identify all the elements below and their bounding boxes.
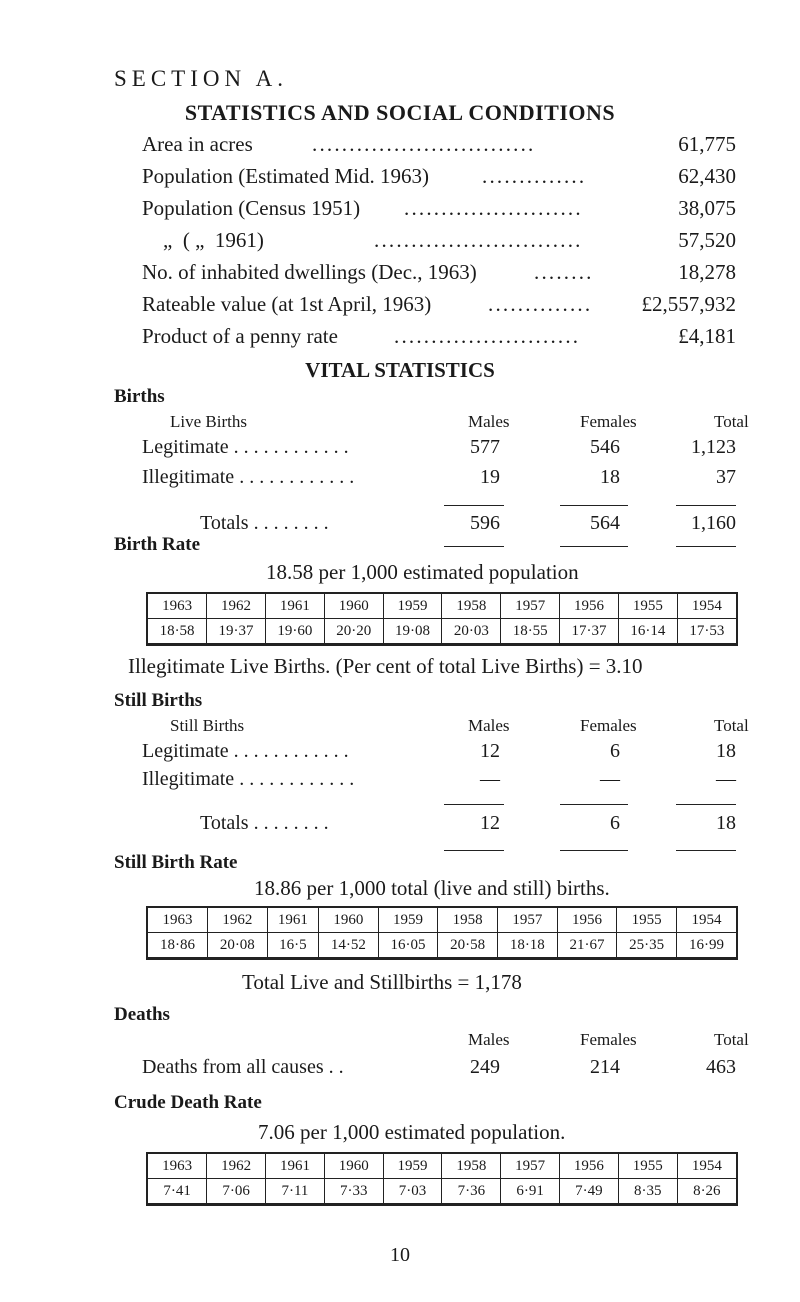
death-rate-year: 1959 bbox=[383, 1153, 442, 1179]
still-births-heading: Still Births bbox=[114, 690, 203, 711]
death-rate-table bbox=[146, 1152, 738, 1206]
still-females-col-header: Females bbox=[580, 716, 637, 735]
still-rate-year: 1954 bbox=[676, 907, 737, 933]
crude-death-rate-text: 7.06 per 1,000 estimated population. bbox=[258, 1120, 566, 1144]
death-rate-value: 7·41 bbox=[147, 1179, 207, 1205]
section-heading: SECTION A. bbox=[114, 66, 288, 91]
birth-rate-value: 19·37 bbox=[207, 619, 266, 645]
still-rate-year: 1955 bbox=[617, 907, 677, 933]
still-rate-value: 14·52 bbox=[319, 933, 379, 959]
still-rate-year: 1960 bbox=[319, 907, 379, 933]
deaths-females: 214 bbox=[590, 1056, 620, 1078]
still-births-col-label: Still Births bbox=[170, 716, 245, 735]
deaths-total: 463 bbox=[706, 1056, 736, 1078]
stat-row-census-1951: Population (Census 1951) ........................ 38,075 bbox=[142, 196, 736, 220]
death-rate-year: 1961 bbox=[266, 1153, 325, 1179]
still-rate-year: 1961 bbox=[267, 907, 318, 933]
death-rate-year: 1958 bbox=[442, 1153, 501, 1179]
death-rate-value: 7·33 bbox=[324, 1179, 383, 1205]
deaths-females-col-header: Females bbox=[580, 1030, 637, 1049]
birth-rate-year: 1962 bbox=[207, 593, 266, 619]
birth-rate-value: 19·08 bbox=[383, 619, 442, 645]
births-illegitimate-label: Illegitimate . . . . . . . . . . . . bbox=[142, 466, 355, 488]
births-totals-label: Totals . . . . . . . . bbox=[200, 512, 329, 534]
still-illegit-total: — bbox=[716, 768, 736, 790]
birth-rate-year: 1958 bbox=[442, 593, 501, 619]
death-rate-year: 1963 bbox=[147, 1153, 207, 1179]
still-rate-year: 1959 bbox=[378, 907, 438, 933]
death-rate-value: 7·11 bbox=[266, 1179, 325, 1205]
births-total-females: 564 bbox=[590, 512, 620, 534]
death-rate-year: 1960 bbox=[324, 1153, 383, 1179]
death-rate-value: 7·06 bbox=[207, 1179, 266, 1205]
still-total-males: 12 bbox=[480, 812, 500, 834]
birth-rate-value: 17·53 bbox=[677, 619, 737, 645]
birth-rate-value: 18·55 bbox=[501, 619, 560, 645]
still-birth-rate-heading: Still Birth Rate bbox=[114, 852, 238, 873]
vital-statistics-title: VITAL STATISTICS bbox=[305, 358, 495, 382]
still-legitimate-label: Legitimate . . . . . . . . . . . . bbox=[142, 740, 349, 762]
birth-rate-year: 1959 bbox=[383, 593, 442, 619]
still-legit-males: 12 bbox=[480, 740, 500, 762]
birth-rate-year: 1956 bbox=[560, 593, 619, 619]
still-legit-total: 18 bbox=[716, 740, 736, 762]
death-rate-value: 7·49 bbox=[560, 1179, 619, 1205]
birth-rate-year: 1957 bbox=[501, 593, 560, 619]
still-rate-value: 16·05 bbox=[378, 933, 438, 959]
still-males-col-header: Males bbox=[468, 716, 510, 735]
page-number: 10 bbox=[390, 1244, 410, 1266]
death-rate-year: 1954 bbox=[677, 1153, 737, 1179]
death-rate-value: 6·91 bbox=[501, 1179, 560, 1205]
death-rate-year: 1956 bbox=[560, 1153, 619, 1179]
still-birth-rate-table bbox=[146, 906, 738, 960]
birth-rate-table bbox=[146, 592, 738, 646]
males-col-header: Males bbox=[468, 412, 510, 431]
birth-rate-value: 17·37 bbox=[560, 619, 619, 645]
still-rate-value: 21·67 bbox=[557, 933, 617, 959]
stat-row-rateable-value: Rateable value (at 1st April, 1963) .............. £2,557,932 bbox=[142, 292, 736, 316]
birth-rate-year: 1961 bbox=[265, 593, 324, 619]
birth-rate-heading: Birth Rate bbox=[114, 534, 201, 555]
still-illegit-females: — bbox=[600, 768, 620, 790]
still-totals-label: Totals . . . . . . . . bbox=[200, 812, 329, 834]
stat-row-census-1961: „ ( „ 1961) ............................ 57,520 bbox=[142, 228, 736, 252]
still-rate-year: 1958 bbox=[438, 907, 498, 933]
still-rate-value: 18·18 bbox=[497, 933, 557, 959]
main-title: STATISTICS AND SOCIAL CONDITIONS bbox=[184, 100, 616, 125]
still-rate-year: 1963 bbox=[147, 907, 207, 933]
deaths-males: 249 bbox=[470, 1056, 500, 1078]
still-illegit-males: — bbox=[480, 768, 500, 790]
births-heading: Births bbox=[114, 386, 165, 407]
stat-row-penny-rate: Product of a penny rate ......................... £4,181 bbox=[142, 324, 736, 348]
still-rate-value: 20·08 bbox=[207, 933, 267, 959]
still-rate-value: 16·5 bbox=[267, 933, 318, 959]
death-rate-value: 8·35 bbox=[618, 1179, 677, 1205]
birth-rate-value: 20·03 bbox=[442, 619, 501, 645]
still-total-females: 6 bbox=[610, 812, 620, 834]
births-illegit-total: 37 bbox=[716, 466, 736, 488]
live-births-col-label: Live Births bbox=[170, 412, 247, 431]
birth-rate-value: 16·14 bbox=[618, 619, 677, 645]
still-legit-females: 6 bbox=[610, 740, 620, 762]
crude-death-rate-heading: Crude Death Rate bbox=[114, 1092, 262, 1113]
births-illegit-females: 18 bbox=[600, 466, 620, 488]
stat-row-dwellings: No. of inhabited dwellings (Dec., 1963) ........ 18,278 bbox=[142, 260, 736, 284]
births-illegit-males: 19 bbox=[480, 466, 500, 488]
deaths-males-col-header: Males bbox=[468, 1030, 510, 1049]
death-rate-value: 8·26 bbox=[677, 1179, 737, 1205]
total-live-stillbirths-text: Total Live and Stillbirths = 1,178 bbox=[242, 970, 522, 994]
death-rate-year: 1957 bbox=[501, 1153, 560, 1179]
birth-rate-value: 18·58 bbox=[147, 619, 207, 645]
still-rate-year: 1956 bbox=[557, 907, 617, 933]
females-col-header: Females bbox=[580, 412, 637, 431]
births-total-males: 596 bbox=[470, 512, 500, 534]
births-legit-males: 577 bbox=[470, 436, 500, 458]
still-rate-value: 25·35 bbox=[617, 933, 677, 959]
deaths-all-causes-label: Deaths from all causes . . bbox=[142, 1056, 344, 1078]
birth-rate-value: 20·20 bbox=[324, 619, 383, 645]
deaths-heading: Deaths bbox=[114, 1004, 170, 1025]
still-birth-rate-text: 18.86 per 1,000 total (live and still) births. bbox=[254, 876, 610, 900]
birth-rate-text: 18.58 per 1,000 estimated population bbox=[266, 560, 579, 584]
birth-rate-year: 1963 bbox=[147, 593, 207, 619]
death-rate-value: 7·36 bbox=[442, 1179, 501, 1205]
birth-rate-year: 1954 bbox=[677, 593, 737, 619]
still-illegitimate-label: Illegitimate . . . . . . . . . . . . bbox=[142, 768, 355, 790]
births-legit-females: 546 bbox=[590, 436, 620, 458]
still-rate-year: 1962 bbox=[207, 907, 267, 933]
births-total-total: 1,160 bbox=[691, 512, 736, 534]
death-rate-year: 1962 bbox=[207, 1153, 266, 1179]
birth-rate-value: 19·60 bbox=[265, 619, 324, 645]
births-legitimate-label: Legitimate . . . . . . . . . . . . bbox=[142, 436, 349, 458]
death-rate-year: 1955 bbox=[618, 1153, 677, 1179]
illegitimate-percent-text: Illegitimate Live Births. (Per cent of total Live Births) = 3.10 bbox=[128, 654, 643, 678]
still-total-col-header: Total bbox=[714, 716, 749, 735]
still-rate-value: 16·99 bbox=[676, 933, 737, 959]
stat-row-area: Area in acres .............................. 61,775 bbox=[142, 132, 736, 156]
birth-rate-year: 1960 bbox=[324, 593, 383, 619]
birth-rate-year: 1955 bbox=[618, 593, 677, 619]
still-rate-value: 20·58 bbox=[438, 933, 498, 959]
still-total-total: 18 bbox=[716, 812, 736, 834]
births-legit-total: 1,123 bbox=[691, 436, 736, 458]
deaths-total-col-header: Total bbox=[714, 1030, 749, 1049]
death-rate-value: 7·03 bbox=[383, 1179, 442, 1205]
stat-row-population-estimated: Population (Estimated Mid. 1963) .............. 62,430 bbox=[142, 164, 736, 188]
still-rate-year: 1957 bbox=[497, 907, 557, 933]
total-col-header: Total bbox=[714, 412, 749, 431]
still-rate-value: 18·86 bbox=[147, 933, 207, 959]
